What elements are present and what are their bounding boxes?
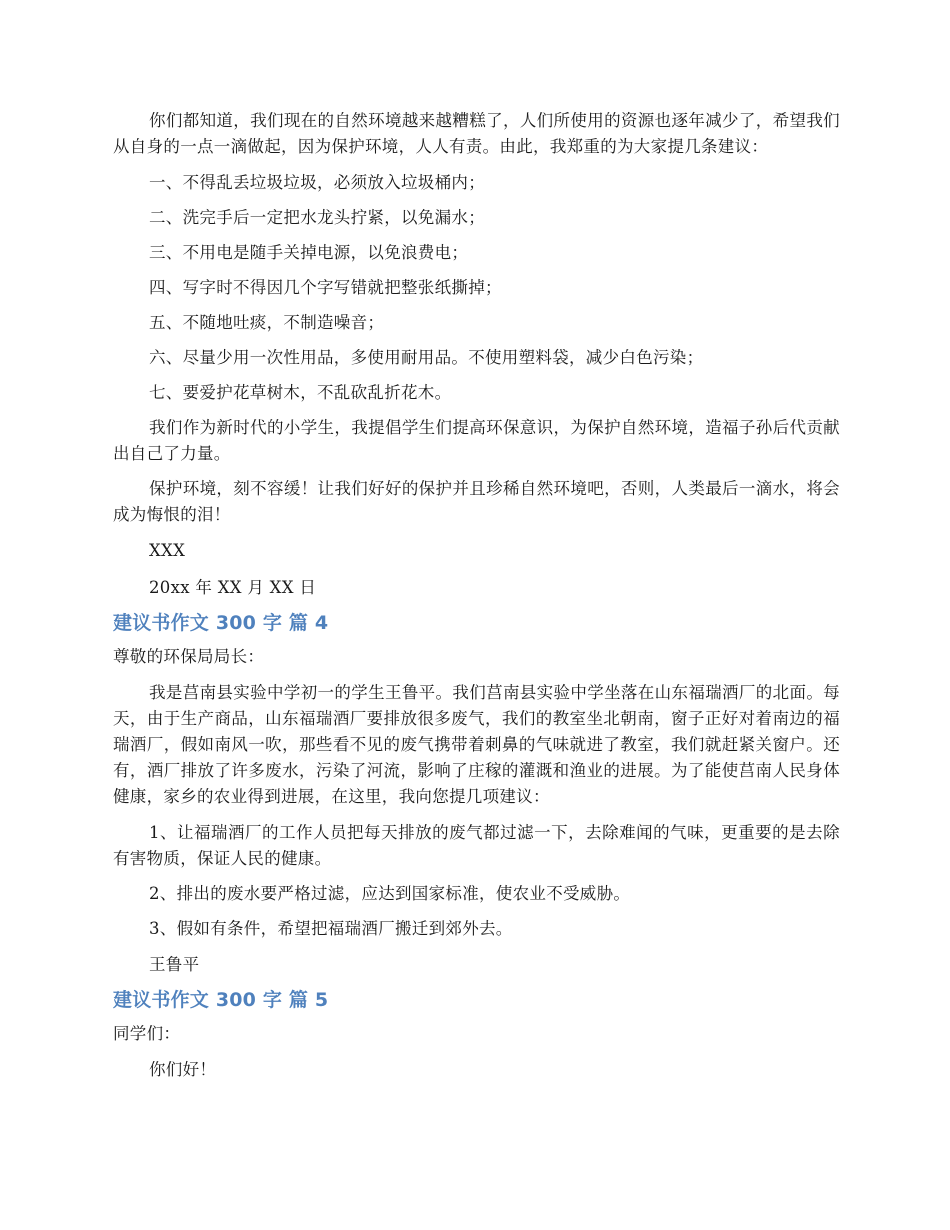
suggestion-item: 七、要爱护花草树木，不乱砍乱折花木。 xyxy=(149,383,452,402)
opening-line: 你们好！ xyxy=(149,1060,217,1079)
suggestion-item: 1、让福瑞酒厂的工作人员把每天排放的废气都过滤一下，去除难闻的气味，更重要的是去除有害物质，保证人民的健康。 xyxy=(113,823,840,868)
closing-paragraph: 保护环境，刻不容缓！让我们好好的保护并且珍稀自然环境吧，否则，人类最后一滴水，将会成为悔恨的泪！ xyxy=(113,479,840,524)
document-page xyxy=(113,108,840,1083)
date: 20xx 年 XX 月 XX 日 xyxy=(149,578,317,597)
intro-paragraph: 你们都知道，我们现在的自然环境越来越糟糕了，人们所使用的资源也逐年减少了，希望我们从自身的一点一滴做起，因为保护环境，人人有责。由此，我郑重的为大家提几条建议： xyxy=(113,111,840,156)
greeting: 同学们： xyxy=(113,1024,181,1043)
suggestion-item: 三、不用电是随手关掉电源，以免浪费电； xyxy=(149,243,469,262)
section-title: 建议书作文 300 字 篇 5 xyxy=(113,989,329,1011)
suggestion-item: 五、不随地吐痰，不制造噪音； xyxy=(149,313,385,332)
suggestion-item: 四、写字时不得因几个字写错就把整张纸撕掉； xyxy=(149,278,502,297)
body-paragraph: 我是莒南县实验中学初一的学生王鲁平。我们莒南县实验中学坐落在山东福瑞酒厂的北面。每天，由于生产商品，山东福瑞酒厂要排放很多废气，我们的教室坐北朝南，窗子正好对着南边的福瑞酒厂，假如南风一吹，那些看不见的废气携带着刺鼻的气味就进了教室，我们就赶紧关窗户。还有，酒厂排放了许多废水，污染了河流，影响了庄稼的灌溉和渔业的进展。为了能使莒南人民身体健康，家乡的农业得到进展，在这里，我向您提几项建议： xyxy=(113,683,840,806)
suggestion-item: 2、排出的废水要严格过滤，应达到国家标准，使农业不受威胁。 xyxy=(149,884,631,903)
signature: 王鲁平 xyxy=(149,955,200,974)
section-title: 建议书作文 300 字 篇 4 xyxy=(113,612,329,634)
suggestion-item: 3、假如有条件，希望把福瑞酒厂搬迁到郊外去。 xyxy=(149,919,513,938)
suggestion-item: 二、洗完手后一定把水龙头拧紧，以免漏水； xyxy=(149,208,485,227)
suggestion-item: 一、不得乱丢垃圾垃圾，必须放入垃圾桶内； xyxy=(149,173,485,192)
closing-paragraph: 我们作为新时代的小学生，我提倡学生们提高环保意识，为保护自然环境，造福子孙后代贡献出自己了力量。 xyxy=(113,418,840,463)
greeting: 尊敬的环保局局长： xyxy=(113,647,265,666)
suggestion-item: 六、尽量少用一次性用品，多使用耐用品。不使用塑料袋，减少白色污染； xyxy=(149,348,704,367)
signature: XXX xyxy=(149,541,186,560)
